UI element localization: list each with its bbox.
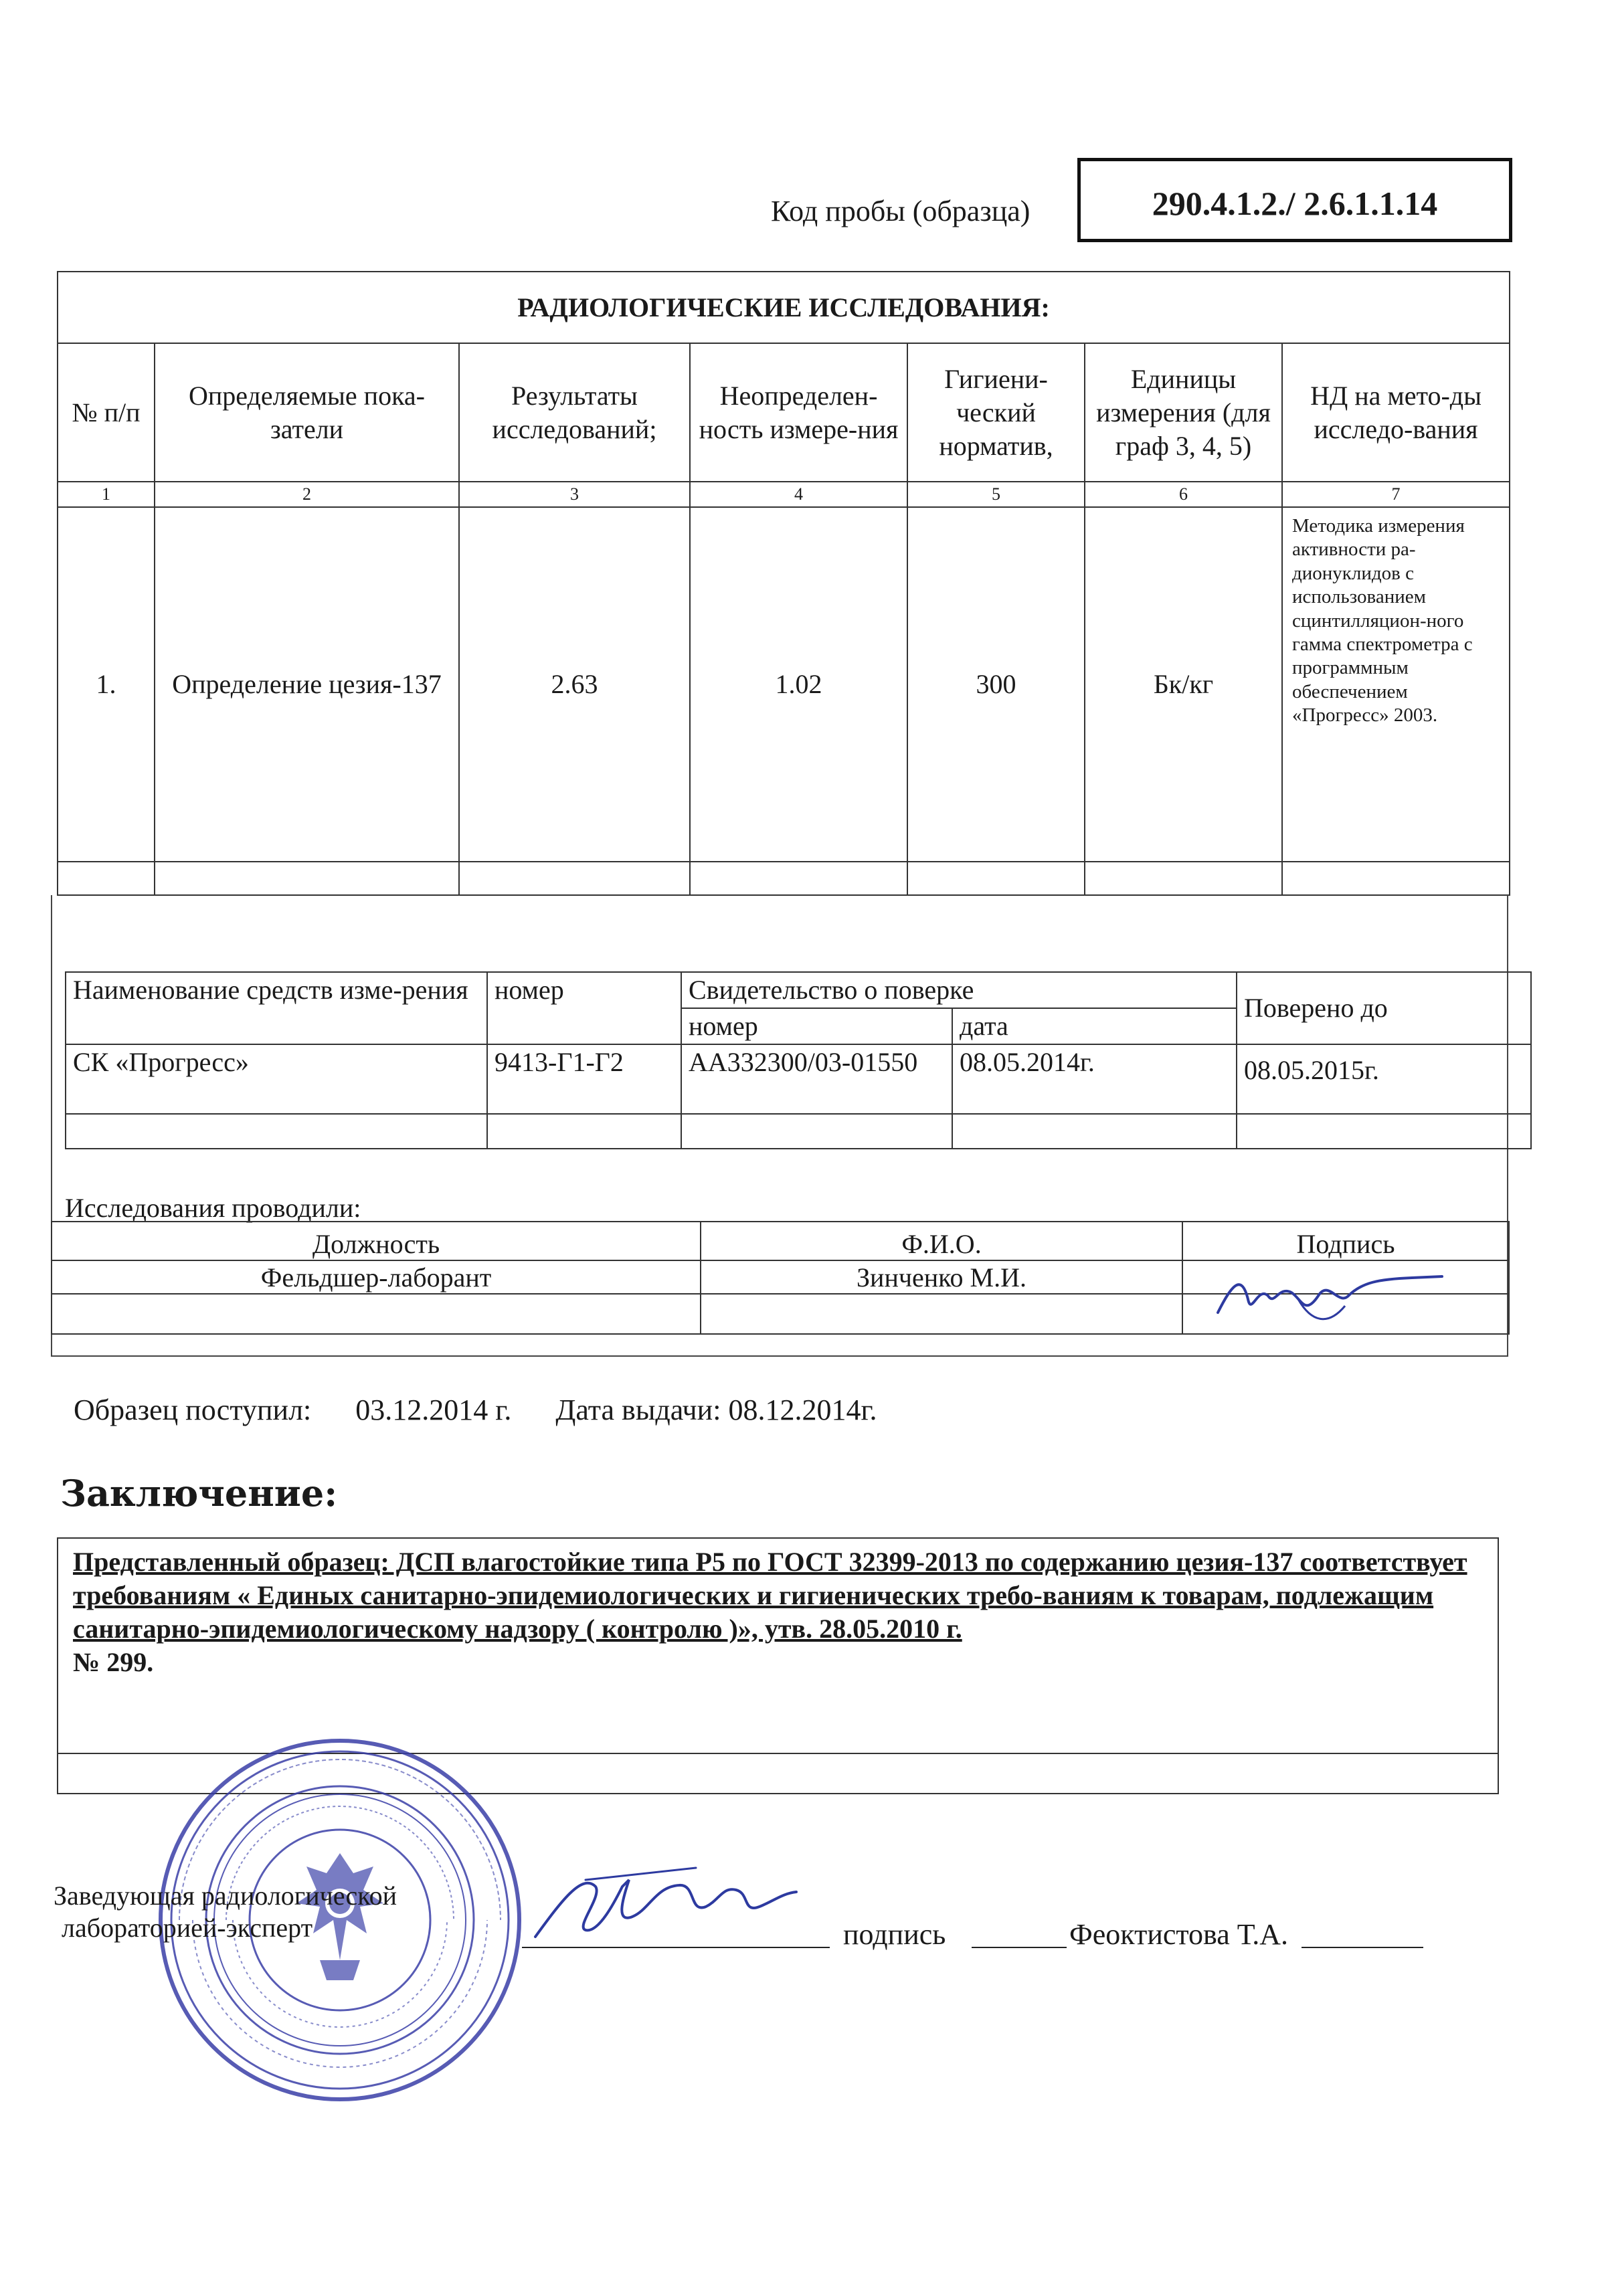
conclusion-title: Заключение:: [60, 1472, 338, 1515]
valid-until: 08.05.2015г.: [1237, 1044, 1531, 1114]
header-cell: Гигиени-ческий норматив,: [907, 343, 1085, 482]
received-date: 03.12.2014 г.: [355, 1394, 512, 1426]
indicator-cell: Определение цезия-137: [155, 507, 459, 862]
instrument-number: 9413-Г1-Г2: [487, 1044, 681, 1114]
instrument-name: СК «Прогресс»: [66, 1044, 487, 1114]
signature-header: Подпись: [1182, 1222, 1509, 1260]
instruments-table: [65, 971, 1532, 1149]
sample-code-label: Код пробы (образца): [771, 195, 1031, 227]
dates-line: [74, 1393, 877, 1427]
conclusion-text: Представленный образец: ДСП влагостойкие типа Р5 по ГОСТ 32399-2013 по содержанию цезия-137 соответствует требованиям « Единых санитарно-эпидемиологических и гигиенических требо-ваниям к товарам, подлежащим санитарно-эпидемиологическому надзору ( контролю )», утв. 28.05.2010 г. № 299.: [58, 1538, 1498, 1753]
valid-until-header: Поверено до: [1237, 972, 1531, 1044]
table-row: [66, 1044, 1531, 1114]
conclusion-main: Представленный образец: ДСП влагостойкие типа Р5 по ГОСТ 32399-2013 по содержанию цезия-137 соответствует требованиям « Единых санитарно-эпидемиологических и гигиенических требо-ваниям к товарам, подлежащим санитарно-эпидемиологическому надзору ( контролю )», утв. 28.05.2010 г.: [73, 1547, 1467, 1644]
certificate-date-header: дата: [952, 1008, 1237, 1044]
row-number: 1.: [58, 507, 155, 862]
header-cell: № п/п: [58, 343, 155, 482]
name-header: Ф.И.О.: [701, 1222, 1182, 1260]
table-header-row: [58, 343, 1510, 482]
certificate-header: Свидетельство о поверке: [681, 972, 1237, 1008]
column-number: 6: [1085, 482, 1282, 507]
column-number: 3: [459, 482, 690, 507]
head-signature: [522, 1860, 803, 1947]
head-position-line2: лабораторией-эксперт: [62, 1913, 313, 1943]
certificate-date: 08.05.2014г.: [952, 1044, 1237, 1114]
column-number: 1: [58, 482, 155, 507]
units-cell: Бк/кг: [1085, 507, 1282, 862]
staff-signature: [1211, 1259, 1452, 1333]
table-row-empty: [58, 862, 1510, 895]
header-cell: Определяемые пока-затели: [155, 343, 459, 482]
method-cell: Методика измерения активности ра-дионуклидов с использованием сцинтилляцион-ного гамма спектрометра с программным обеспечением «Прогресс» 2003.: [1282, 507, 1510, 862]
radiology-table: [57, 271, 1510, 896]
staff-name: Зинченко М.И.: [701, 1260, 1182, 1294]
radiology-table-title: РАДИОЛОГИЧЕСКИЕ ИССЛЕДОВАНИЯ:: [58, 272, 1510, 343]
head-position-line1: Заведующая радиологической: [54, 1881, 397, 1911]
column-number: 5: [907, 482, 1085, 507]
head-name: Феоктистова Т.А.: [1069, 1918, 1289, 1951]
uncertainty-cell: 1.02: [690, 507, 907, 862]
signature-line: [522, 1947, 830, 1948]
header-cell: Единицы измерения (для граф 3, 4, 5): [1085, 343, 1282, 482]
table-row: [58, 507, 1510, 862]
instrument-number-header: номер: [487, 972, 681, 1044]
head-position: [54, 1880, 397, 1944]
signature-label: подпись: [843, 1918, 946, 1951]
certificate-number: АА332300/03-01550: [681, 1044, 952, 1114]
issued-date: 08.12.2014г.: [728, 1394, 877, 1426]
certificate-number-header: номер: [681, 1008, 952, 1044]
received-label: Образец поступил:: [74, 1394, 312, 1426]
signature-dash: [972, 1947, 1067, 1948]
conclusion-number: № 299: [73, 1647, 147, 1677]
table-row-empty: [66, 1114, 1531, 1149]
issued-label: Дата выдачи:: [555, 1394, 721, 1426]
norm-cell: 300: [907, 507, 1085, 862]
column-number: 2: [155, 482, 459, 507]
column-number: 4: [690, 482, 907, 507]
result-cell: 2.63: [459, 507, 690, 862]
header-cell: Результаты исследований;: [459, 343, 690, 482]
staff-position: Фельдшер-лаборант: [52, 1260, 701, 1294]
sample-code-value: 290.4.1.2./ 2.6.1.1.14: [1077, 158, 1512, 242]
position-header: Должность: [52, 1222, 701, 1260]
header-cell: НД на мето-ды исследо-вания: [1282, 343, 1510, 482]
staff-label: Исследования проводили:: [65, 1193, 361, 1223]
staff-header-row: [52, 1222, 1509, 1260]
column-number: 7: [1282, 482, 1510, 507]
name-dash: [1302, 1947, 1423, 1948]
header-cell: Неопределен-ность измере-ния: [690, 343, 907, 482]
column-number-row: [58, 482, 1510, 507]
instrument-name-header: Наименование средств изме-рения: [66, 972, 487, 1044]
